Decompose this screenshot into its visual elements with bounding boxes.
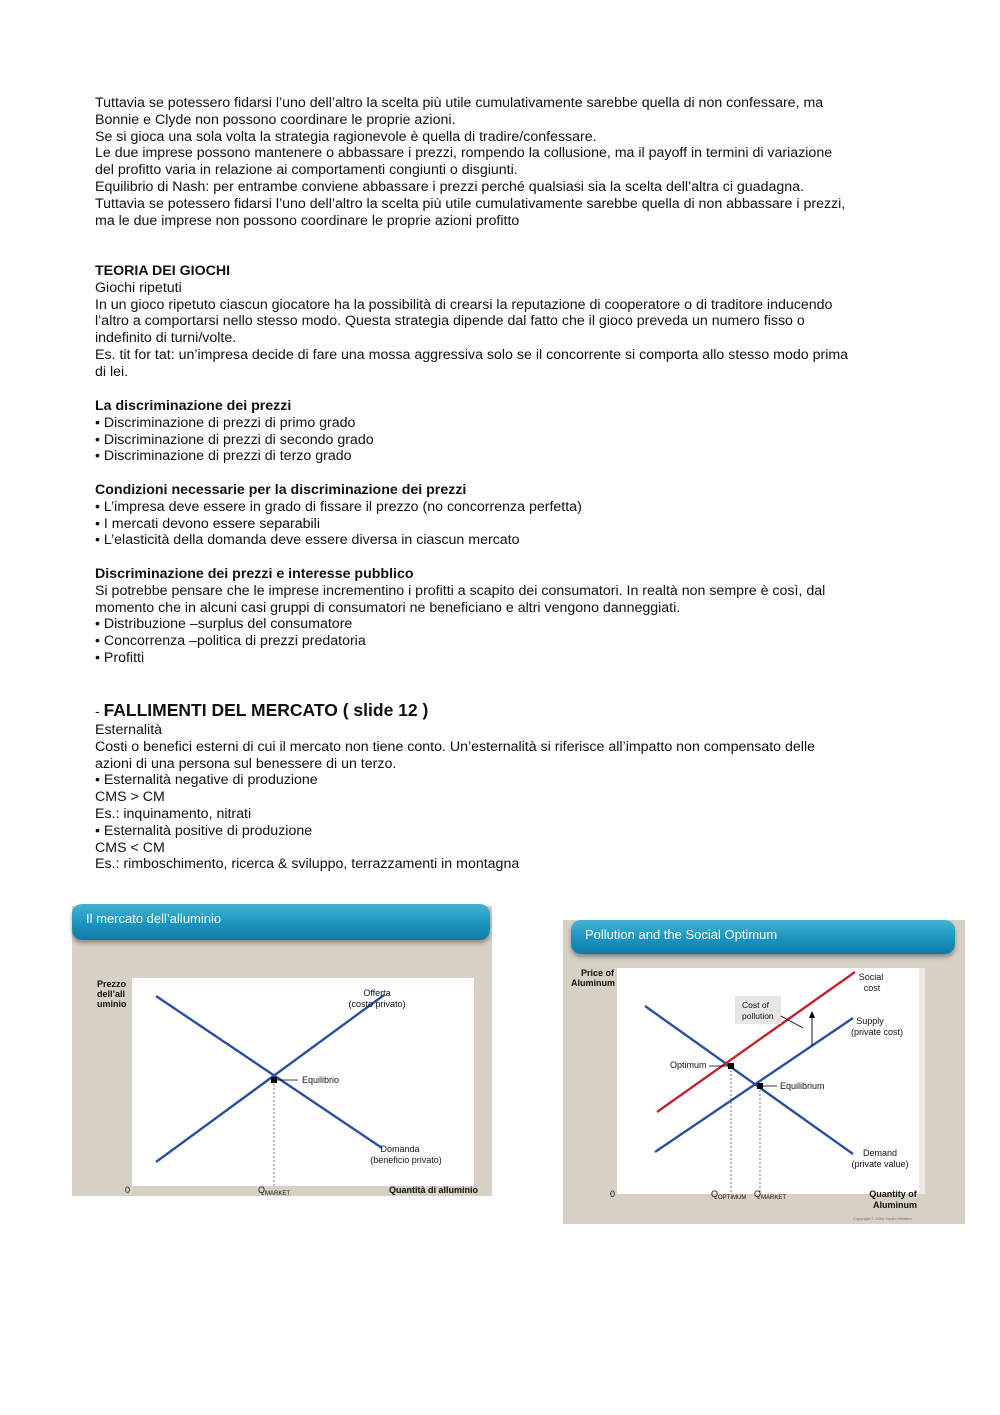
section-teoria-dei-giochi bbox=[95, 263, 905, 381]
text-line: CMS < CM bbox=[95, 839, 165, 856]
bullet-item: • I mercati devono essere separabili bbox=[95, 515, 320, 532]
q-optimum-main: Q bbox=[711, 1189, 719, 1199]
bullet-item: • Esternalità positive di produzione bbox=[95, 822, 313, 839]
text-line: momento che in alcuni casi gruppi di consumatori ne beneficiano e altri vengono danneggiati. bbox=[95, 599, 681, 616]
heading-text: FALLIMENTI DEL MERCATO ( slide 12 ) bbox=[103, 700, 429, 720]
bullet-item: • Discriminazione di prezzi di secondo grado bbox=[95, 431, 374, 448]
section-interesse-pubblico bbox=[95, 566, 905, 667]
q-market-sub: MARKET bbox=[265, 1191, 291, 1196]
demand-label-sub: (beneficio privato) bbox=[370, 1155, 442, 1165]
bullet-item: • Concorrenza –politica di prezzi predatoria bbox=[95, 633, 366, 650]
intro-line: Tuttavia se potessero fidarsi l’uno dell’altro la scelta più utile cumulativamente sarebbe quella di non abbassare i prezzi, bbox=[95, 195, 846, 212]
text-line: azioni di una persona sul benessere di un terzo. bbox=[95, 755, 397, 772]
q-market-label bbox=[258, 1185, 290, 1196]
section-heading: La discriminazione dei prezzi bbox=[95, 398, 292, 414]
social-optimum-graph bbox=[563, 916, 965, 1224]
cost-of-pollution-label: Cost of bbox=[742, 1000, 769, 1010]
banner-title: Il mercato dell’alluminio bbox=[86, 911, 222, 926]
text-line: di lei. bbox=[95, 363, 129, 380]
equilibrium-point bbox=[271, 1077, 277, 1083]
text-line: Giochi ripetuti bbox=[95, 279, 182, 296]
origin-label: 0 bbox=[125, 1185, 131, 1195]
heading-dash: - bbox=[95, 703, 104, 719]
q-optimum-sub: OPTIMUM bbox=[718, 1195, 747, 1201]
bullet-item: • L’impresa deve essere in grado di fissare il prezzo (no concorrenza perfetta) bbox=[95, 498, 582, 515]
optimum-point bbox=[728, 1063, 734, 1069]
demand-label-sub: (private value) bbox=[851, 1159, 909, 1169]
text-line: In un gioco ripetuto ciascun giocatore ha la possibilità di crearsi la reputazione di cooperatore o di traditore inducendo bbox=[95, 296, 833, 313]
intro-line: Se si gioca una sola volta la strategia ragionevole è quella di tradire/confessare. bbox=[95, 128, 597, 145]
q-market-main: Q bbox=[754, 1189, 762, 1199]
section-heading-large bbox=[95, 699, 905, 722]
text-line: Si potrebbe pensare che le imprese incrementino i profitti a scapito dei consumatori. In realtà non sempre è così, dal bbox=[95, 582, 826, 599]
y-axis-label: Prezzo bbox=[97, 979, 127, 989]
text-line: Es.: inquinamento, nitrati bbox=[95, 805, 252, 822]
copyright-notice: Copyright © 2004 South-Western bbox=[853, 1216, 912, 1221]
bullet-item: • L’elasticità della domanda deve essere diversa in ciascun mercato bbox=[95, 532, 520, 549]
bullet-item: • Discriminazione di prezzi di terzo grado bbox=[95, 448, 352, 465]
x-axis-label: Aluminum bbox=[873, 1200, 917, 1210]
equilibrium-label: Equilibrio bbox=[302, 1075, 340, 1085]
figure-mercato-alluminio bbox=[72, 900, 492, 1196]
origin-label: 0 bbox=[610, 1189, 616, 1199]
demand-label: Demand bbox=[862, 1148, 898, 1158]
equilibrium-point bbox=[757, 1083, 763, 1089]
text-line: CMS > CM bbox=[95, 789, 165, 806]
supply-label: Supply bbox=[856, 1016, 884, 1026]
intro-line: Bonnie e Clyde non possono coordinare le proprie azioni. bbox=[95, 111, 456, 128]
y-axis-label: dell’all bbox=[97, 989, 126, 999]
intro-line: Tuttavia se potessero fidarsi l’uno dell’altro la scelta più utile cumulativamente sarebbe quella di non confessare, ma bbox=[95, 95, 824, 111]
intro-line: Le due imprese possono mantenere o abbassare i prezzi, rompendo la collusione, ma il payoff in termini di variazione bbox=[95, 145, 833, 162]
social-cost-label-sub: cost bbox=[863, 983, 881, 993]
intro-paragraph bbox=[95, 95, 905, 229]
bullet-item: • Esternalità negative di produzione bbox=[95, 772, 318, 789]
plot-edge-shadow bbox=[919, 968, 925, 1194]
supply-demand-graph bbox=[72, 900, 492, 1196]
text-line: Esternalità bbox=[95, 722, 163, 738]
x-axis-label: Quantity of bbox=[869, 1189, 917, 1199]
intro-line: Equilibrio di Nash: per entrambe conviene abbassare i prezzi perché qualsiasi sia la scelta dell’altra ci guadagna. bbox=[95, 178, 804, 195]
text-line: Costi o benefici esterni di cui il mercato non tiene conto. Un’esternalità si riferisce all’impatto non compensato delle bbox=[95, 738, 815, 755]
supply-label: Offerta bbox=[363, 988, 391, 998]
section-heading: Condizioni necessarie per la discriminazione dei prezzi bbox=[95, 482, 467, 498]
section-heading: Discriminazione dei prezzi e interesse pubblico bbox=[95, 566, 414, 582]
section-discriminazione bbox=[95, 398, 905, 465]
intro-line: del profitto varia in relazione ai comportamenti congiunti o disgiunti. bbox=[95, 162, 518, 179]
bullet-item: • Profitti bbox=[95, 649, 145, 666]
figure-pollution-social-optimum bbox=[563, 916, 965, 1224]
bullet-item: • Distribuzione –surplus del consumatore bbox=[95, 616, 353, 633]
section-condizioni bbox=[95, 482, 905, 549]
banner-title: Pollution and the Social Optimum bbox=[585, 927, 778, 942]
section-heading: TEORIA DEI GIOCHI bbox=[95, 263, 231, 279]
supply-label-sub: (private cost) bbox=[850, 1027, 904, 1037]
cost-of-pollution-label-sub: pollution bbox=[742, 1011, 774, 1021]
equilibrium-label: Equilibrium bbox=[780, 1081, 825, 1091]
text-line: Es.: rimboschimento, ricerca & sviluppo, terrazzamenti in montagna bbox=[95, 856, 520, 873]
section-fallimenti bbox=[95, 699, 905, 873]
text-line: Es. tit for tat: un’impresa decide di fare una mossa aggressiva solo se il concorrente si comporta allo stesso modo prima bbox=[95, 346, 849, 363]
y-axis-label: uminio bbox=[97, 999, 127, 1009]
y-axis-label: Aluminum bbox=[571, 978, 615, 988]
y-axis-label: Price of bbox=[581, 968, 615, 978]
supply-label-sub: (costo privato) bbox=[348, 999, 406, 1009]
text-line: indefinito di turni/volte. bbox=[95, 330, 237, 347]
intro-line: ma le due imprese non possono coordinare le proprie azioni profitto bbox=[95, 212, 520, 229]
bullet-item: • Discriminazione di prezzi di primo grado bbox=[95, 414, 356, 431]
q-market-main: Q bbox=[258, 1185, 266, 1195]
demand-label: Domanda bbox=[380, 1144, 420, 1154]
text-line: l’altro a comportarsi nello stesso modo. Questa strategia dipende dal fatto che il gioco preveda un numero fisso o bbox=[95, 313, 805, 330]
optimum-label: Optimum bbox=[670, 1060, 707, 1070]
x-axis-label: Quantità di alluminio bbox=[389, 1185, 479, 1195]
social-cost-label: Social bbox=[858, 972, 884, 982]
q-market-sub: MARKET bbox=[761, 1195, 787, 1201]
